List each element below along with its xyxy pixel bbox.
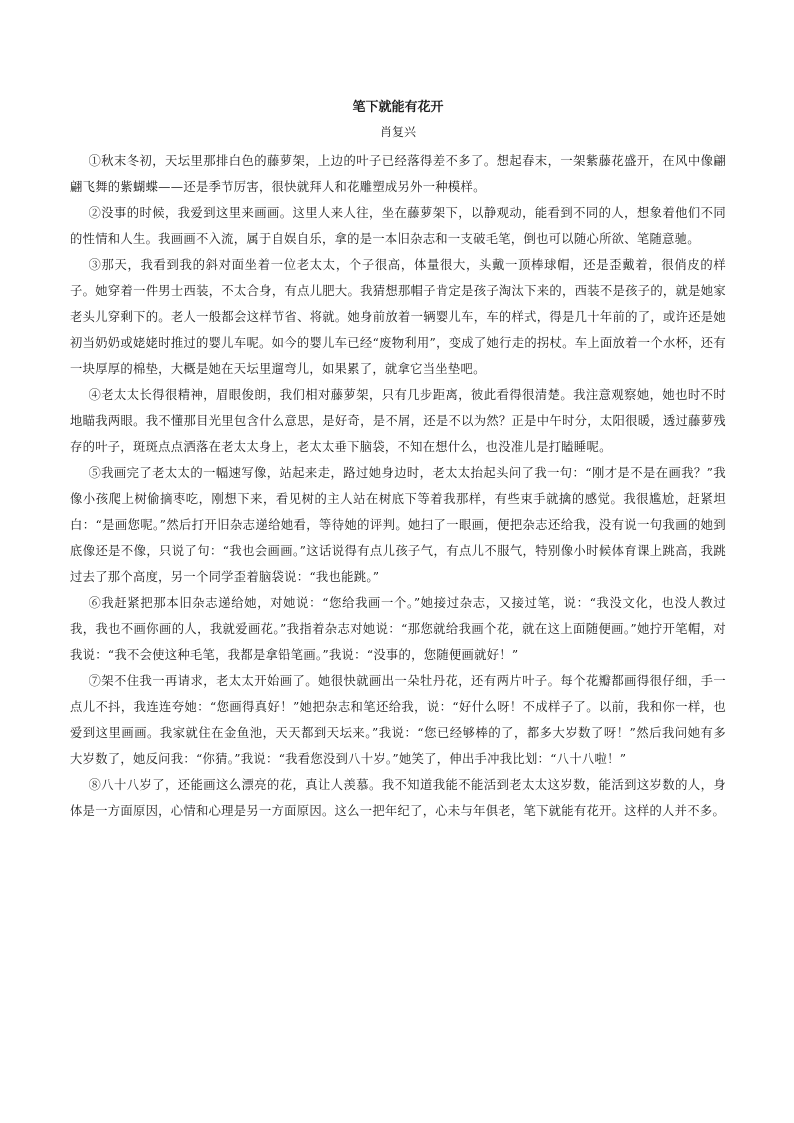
paragraph-6: ⑥我赶紧把那本旧杂志递给她，对她说：“您给我画一个。”她接过杂志，又接过笔，说：“我没文化，也没人教过我，我也不画你画的人，我就爱画花。”我指着杂志对她说：“那您就给我画个花，就在这上面随便画。”她拧开笔帽，对我说：“我不会使这种毛笔，我都是拿铅笔画。”我说：“没事的，您随便画就好！”: [70, 596, 726, 662]
document-page: [70, 98, 726, 824]
article-author: 肖复兴: [379, 125, 416, 139]
article-title: 笔下就能有花开: [352, 100, 444, 115]
paragraph-2: ②没事的时候，我爱到这里来画画。这里人来人往，坐在藤萝架下，以静观动，能看到不同的人，想象着他们不同的性情和人生。我画画不入流，属于自娱自乐，拿的是一本旧杂志和一支破毛笔，倒也可以随心所欲、笔随意驰。: [70, 206, 726, 246]
article-body: [70, 148, 726, 824]
paragraph-3: ③那天，我看到我的斜对面坐着一位老太太，个子很高，体量很大，头戴一顶棒球帽，还是歪戴着，很俏皮的样子。她穿着一件男士西装，不太合身，有点儿肥大。我猜想那帽子肯定是孩子淘汰下来的，西装不是孩子的，就是她家老头儿穿剩下的。老人一般都会这样节省、将就。她身前放着一辆婴儿车，车的样式，得是几十年前的了，或许还是她初当奶奶或姥姥时推过的婴儿车呢。如今的婴儿车已经“废物利用”，变成了她行走的拐杖。车上面放着一个水杯，还有一块厚厚的棉垫，大概是她在天坛里遛弯儿，如果累了，就拿它当坐垫吧。: [70, 258, 726, 376]
paragraph-5: ⑤我画完了老太太的一幅速写像，站起来走，路过她身边时，老太太抬起头问了我一句：“刚才是不是在画我？”我像小孩爬上树偷摘枣吃，刚想下来，看见树的主人站在树底下等着我那样，有些束手就擒的感觉。我很尴尬，赶紧坦白：“是画您呢。”然后打开旧杂志递给她看，等待她的评判。她扫了一眼画，便把杂志还给我，没有说一句我画的她到底像还是不像，只说了句：“我也会画画。”这话说得有点儿孩子气，有点儿不服气，特别像小时候体育课上跳高，我跳过去了那个高度，另一个同学歪着脑袋说：“我也能跳。”: [70, 466, 726, 584]
paragraph-8: ⑧八十八岁了，还能画这么漂亮的花，真让人羡慕。我不知道我能不能活到老太太这岁数，能活到这岁数的人，身体是一方面原因，心情和心理是另一方面原因。这么一把年纪了，心未与年俱老，笔下就能有花开。这样的人并不多。: [70, 778, 726, 818]
paragraph-4: ④老太太长得很精神，眉眼俊朗，我们相对藤萝架，只有几步距离，彼此看得很清楚。我注意观察她，她也时不时地瞄我两眼。我不懂那目光里包含什么意思，是好奇，是不屑，还是不以为然？正是中午时分，太阳很暖，透过藤萝残存的叶子，斑斑点点洒落在老太太身上，老太太垂下脑袋，不知在想什么，也没准儿是打瞌睡呢。: [70, 388, 726, 454]
paragraph-7: ⑦架不住我一再请求，老太太开始画了。她很快就画出一朵牡丹花，还有两片叶子。每个花瓣都画得很仔细，手一点儿不抖，我连连夸她：“您画得真好！”她把杂志和笔还给我，说：“好什么呀！不成样子了。以前，我和你一样，也爱到这里画画。我家就住在金鱼池，天天都到天坛来。”我说：“您已经够棒的了，都多大岁数了呀！”然后我问她有多大岁数了，她反问我：“你猜。”我说：“我看您没到八十岁。”她笑了，伸出手冲我比划：“八十八啦！”: [70, 674, 726, 766]
paragraph-1: ①秋末冬初，天坛里那排白色的藤萝架，上边的叶子已经落得差不多了。想起春末，一架紫藤花盛开，在风中像翩翩飞舞的紫蝴蝶——还是季节厉害，很快就拜人和花雕塑成另外一种模样。: [70, 154, 726, 194]
